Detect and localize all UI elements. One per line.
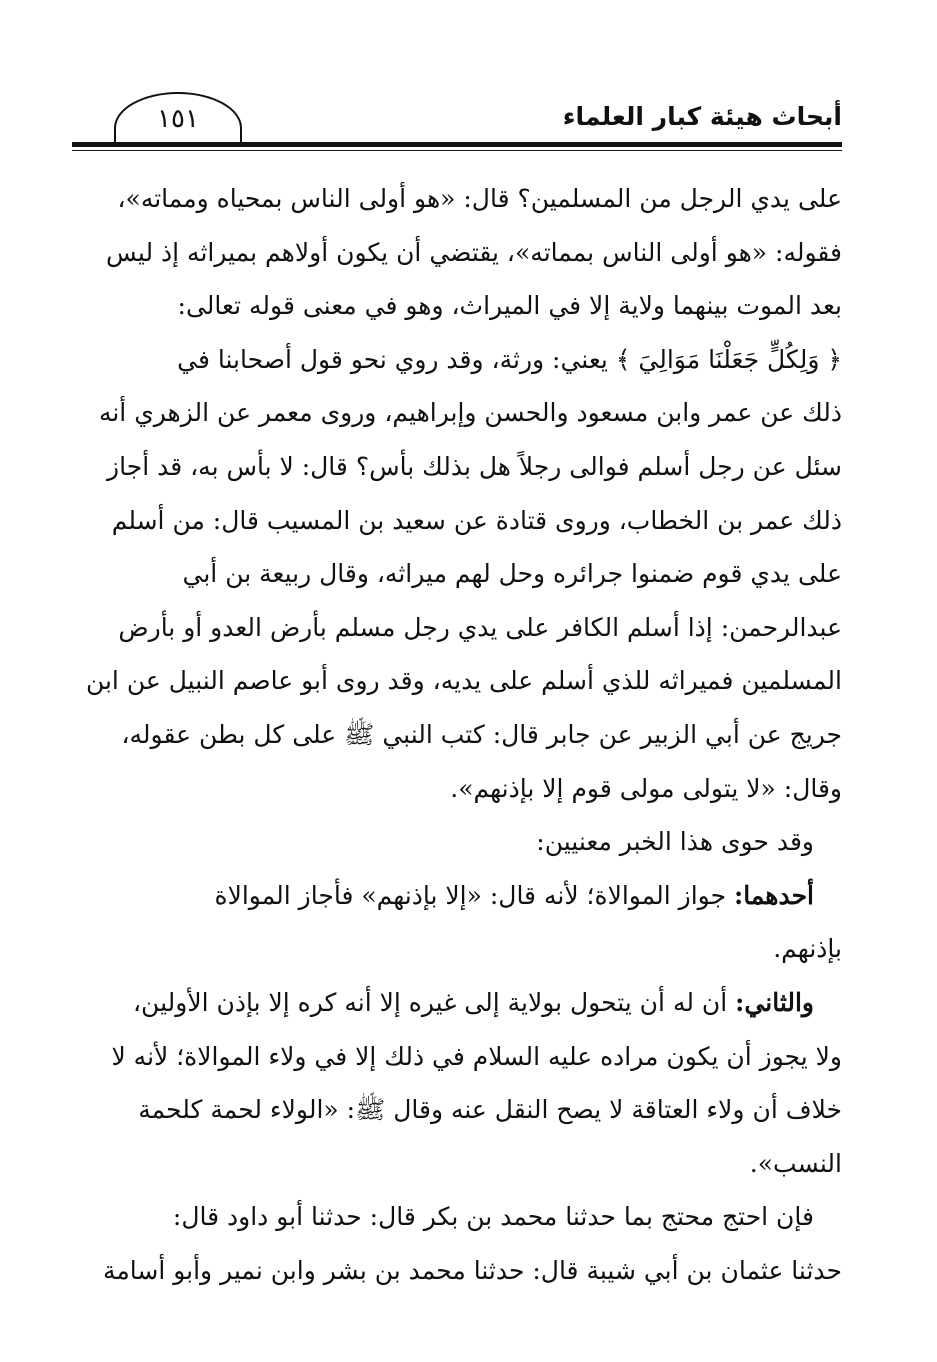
first-meaning-label: أحدهما:	[733, 880, 814, 910]
first-meaning-line: أحدهما: جواز الموالاة؛ لأنه قال: «إلا بإذنهم» فأجاز الموالاة	[214, 880, 814, 910]
text-line: ذلك عن عمر وابن مسعود والحسن وإبراهيم، وروى معمر عن الزهري أنه	[98, 398, 842, 428]
text-line: وقال: «لا يتولى مولى قوم إلا بإذنهم».	[450, 773, 842, 803]
text-line: فقوله: «هو أولى الناس بمماته»، يقتضي أن يكون أولاهم بميراثه إذ ليس	[106, 237, 842, 267]
page-header	[72, 92, 842, 152]
text-line: بعد الموت بينهما ولاية إلا في الميراث، وهو في معنى قوله تعالى:	[177, 291, 842, 321]
text-line: خلاف أن ولاء العتاقة لا يصح النقل عنه وقال ﷺ: «الولاء لحمة كلحمة	[138, 1095, 842, 1125]
text-line: النسب».	[749, 1148, 842, 1178]
text-line: ولا يجوز أن يكون مراده عليه السلام في ذلك إلا في ولاء الموالاة؛ لأنه لا	[111, 1041, 842, 1071]
text-line: حدثنا عثمان بن أبي شيبة قال: حدثنا محمد بن بشر وابن نمير وأبو أسامة	[102, 1255, 842, 1285]
second-meaning-line: والثاني: أن له أن يتحول بولاية إلى غيره إلا أنه كره إلا بإذن الأولين،	[132, 987, 814, 1017]
text-line: على يدي قوم ضمنوا جرائره وحل لهم ميراثه، وقال ربيعة بن أبي	[182, 559, 842, 589]
second-meaning-label: والثاني:	[735, 987, 814, 1017]
text-line: ﴿ وَلِكُلٍّ جَعَلْنَا مَوَالِيَ ﴾ يعني: ورثة، وقد روي نحو قول أصحابنا في	[177, 344, 842, 374]
text-line: عبدالرحمن: إذا أسلم الكافر على يدي رجل مسلم بأرض العدو أو بأرض	[118, 612, 842, 642]
text-line: سئل عن رجل أسلم فوالى رجلاً هل بذلك بأس؟ قال: لا بأس به، قد أجاز	[107, 451, 842, 481]
text-line: فإن احتج محتج بما حدثنا محمد بن بكر قال: حدثنا أبو داود قال:	[172, 1202, 814, 1232]
header-rule-thin	[72, 150, 842, 151]
header-rule-thick	[72, 142, 842, 147]
text-line: على يدي الرجل من المسلمين؟ قال: «هو أولى الناس بمحياه ومماته»،	[117, 184, 842, 213]
running-title: أبحاث هيئة كبار العلماء	[562, 102, 842, 131]
text-line: المسلمين فميراثه للذي أسلم على يديه، وقد روى أبو عاصم النبيل عن ابن	[85, 666, 842, 696]
page-number: ١٥١	[157, 104, 199, 134]
text-line: بإذنهم.	[773, 934, 842, 964]
text-line: جريج عن أبي الزبير عن جابر قال: كتب النبي ﷺ على كل بطن عقوله،	[121, 719, 842, 749]
paragraph-intro: وقد حوى هذا الخبر معنيين:	[536, 827, 814, 857]
body-text	[72, 172, 842, 1297]
text-line: ذلك عمر بن الخطاب، وروى قتادة عن سعيد بن المسيب قال: من أسلم	[111, 505, 842, 535]
